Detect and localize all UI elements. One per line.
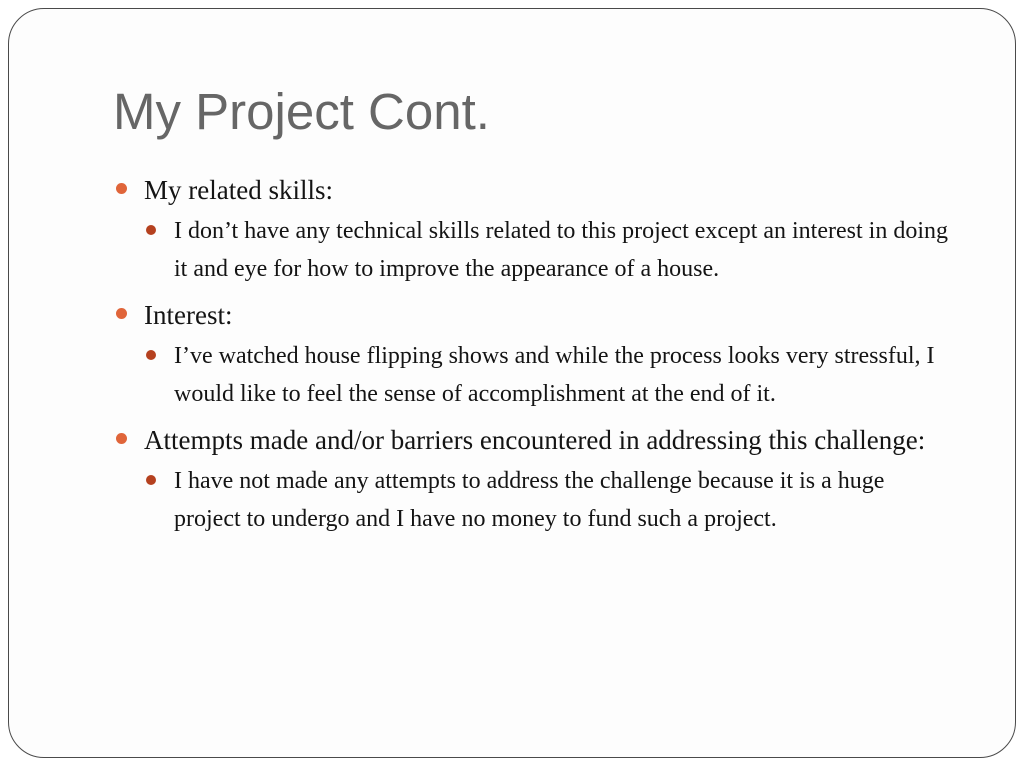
bullet-interest xyxy=(114,295,954,336)
sub-bullet-text: I have not made any attempts to address the challenge because it is a huge project to undergo and I have no money to fund such a project. xyxy=(174,468,885,532)
bullet-dot-icon xyxy=(116,308,127,319)
sub-bullet-dot-icon xyxy=(146,475,156,485)
bullet-text: Interest: xyxy=(144,300,233,330)
sub-bullet-text: I don’t have any technical skills related to this project except an interest in doing it and eye for how to improve the appearance of a house. xyxy=(174,218,948,282)
slide-title: My Project Cont. xyxy=(113,83,490,140)
slide-content xyxy=(114,170,954,545)
sub-bullet-interest xyxy=(144,338,954,413)
bullet-dot-icon xyxy=(116,183,127,194)
sub-bullet-related-skills xyxy=(144,213,954,288)
sub-bullet-text: I’ve watched house flipping shows and while the process looks very stressful, I would like to feel the sense of accomplishment at the end of it. xyxy=(174,343,935,407)
sub-bullet-dot-icon xyxy=(146,225,156,235)
bullet-text: Attempts made and/or barriers encountered in addressing this challenge: xyxy=(144,425,926,455)
bullet-attempts-barriers xyxy=(114,420,954,461)
sub-bullet-dot-icon xyxy=(146,350,156,360)
sub-bullet-attempts-barriers xyxy=(144,463,954,538)
bullet-related-skills xyxy=(114,170,954,211)
bullet-text: My related skills: xyxy=(144,175,333,205)
bullet-dot-icon xyxy=(116,433,127,444)
